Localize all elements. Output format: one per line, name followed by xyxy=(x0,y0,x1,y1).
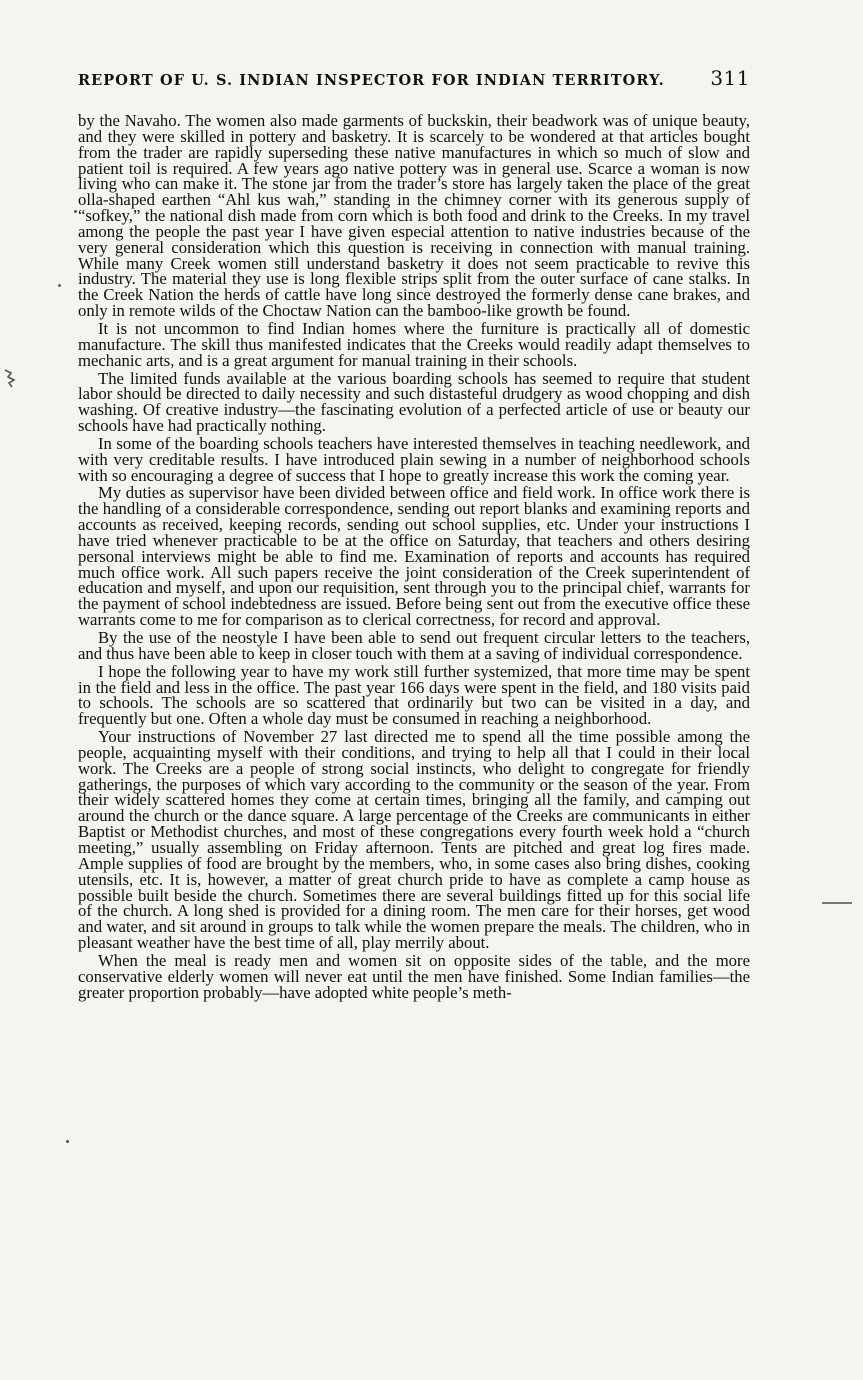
header-title: REPORT OF U. S. INDIAN INSPECTOR FOR INDIAN TERRITORY. xyxy=(78,72,665,89)
margin-dot-mark xyxy=(74,210,77,213)
paragraph: By the use of the neostyle I have been able to send out frequent circular letters to the teachers, and thus have been able to keep in closer touch with them at a saving of individual correspondence. xyxy=(78,628,750,663)
margin-dot-mark xyxy=(66,1140,69,1143)
paragraph: I hope the following year to have my work still further systemized, that more time may be spent in the field and less in the office. The past year 166 days were spent in the field, and 180 visits paid to schools. The schools are so scattered that ordinarily but two can be visited in a day, and frequently but one. Often a whole day must be consumed in reaching a neighborhood. xyxy=(78,661,750,729)
paragraph: My duties as supervisor have been divided between office and field work. In office work there is the handling of a considerable correspondence, sending out report blanks and examining reports and accounts as received, keeping records, sending out school supplies, etc. Under your instructions I have tried whenever practicable to be at the office on Saturday, that teachers and others desiring personal interviews might be able to find me. Examination of reports and accounts has required much office work. All such papers receive the joint consideration of the Creek superintendent of education and myself, and upon our requisition, sent through you to the principal chief, warrants for the payment of school indebtedness are issued. Before being sent out from the executive office these warrants come to me for comparison as to clerical correctness, for record and approval. xyxy=(78,483,750,630)
paragraph: Your instructions of November 27 last directed me to spend all the time possible among the people, acquainting myself with their conditions, and trying to help all that I could in their local work. The Creeks are a people of strong social instincts, who delight to congregate for friendly gatherings, the purposes of which vary according to the community or the season of the year. From their widely scattered homes they come at certain times, bringing all the family, and camping out around the church or the dance square. A large percentage of the Creeks are communicants in either Baptist or Methodist churches, and most of these congregations every fourth week hold a “church meeting,” usually assembling on Friday afternoon. Tents are pitched and great log fires made. Ample supplies of food are brought by the members, who, in some cases also bring dishes, cooking utensils, etc. It is, however, a matter of great church pride to have as complete a camp house as possible built beside the church. Sometimes there are several buildings fitted up for this social life of the church. A long shed is provided for a dining room. The men care for their horses, get wood and water, and sit around in groups to talk while the women prepare the meals. The children, who in pleasant weather have the best time of all, play merrily about. xyxy=(78,727,750,953)
margin-smudge-mark xyxy=(2,368,18,388)
paragraph: It is not uncommon to find Indian homes where the furniture is practically all of domestic manufacture. The skill thus manifested indicates that the Creeks would readily adapt themselves to mechanic arts, and is a great argument for manual training in their schools. xyxy=(78,318,750,370)
page-number: 311 xyxy=(710,66,750,90)
paragraph: In some of the boarding schools teachers have interested themselves in teaching needlework, and with very creditable results. I have introduced plain sewing in a number of neighborhood schools with so encouraging a degree of success that I hope to greatly increase this work the coming year. xyxy=(78,433,750,485)
margin-rule-mark xyxy=(822,902,852,904)
paragraph: The limited funds available at the various boarding schools has seemed to require that student labor should be directed to daily necessity and such distasteful drudgery as wood chopping and dish washing. Of creative industry—the fascinating evolution of a perfected article of use or beauty our schools have had practically nothing. xyxy=(78,368,750,436)
paragraph: When the meal is ready men and women sit on opposite sides of the table, and the more conservative elderly women will never eat until the men have finished. Some Indian families—the greater proportion probably—have adopted white people’s meth- xyxy=(78,950,750,1002)
running-header xyxy=(78,66,750,94)
body-text xyxy=(78,113,750,1002)
margin-dot-mark xyxy=(58,284,61,287)
paragraph: by the Navaho. The women also made garments of buckskin, their beadwork was of unique beauty, and they were skilled in pottery and basketry. It is scarcely to be wondered at that articles bought from the trader are rapidly superseding these native manufactures in which so much of slow and patient toil is required. A few years ago native pottery was in general use. Scarce a woman is now living who can make it. The stone jar from the trader’s store has largely taken the place of the great olla-shaped earthen “Ahl kus wah,” standing in the chimney corner with its generous supply of “sofkey,” the national dish made from corn which is both food and drink to the Creeks. In my travel among the people the past year I have given especial attention to native industries because of the very general consideration which this question is receiving in connection with manual training. While many Creek women still understand basketry it does not seem practicable to revive this industry. The material they use is long flexible strips split from the outer surface of cane stalks. In the Creek Nation the herds of cattle have long since destroyed the formerly dense cane brakes, and only in remote wilds of the Choctaw Nation can the bamboo-like growth be found. xyxy=(78,111,750,321)
